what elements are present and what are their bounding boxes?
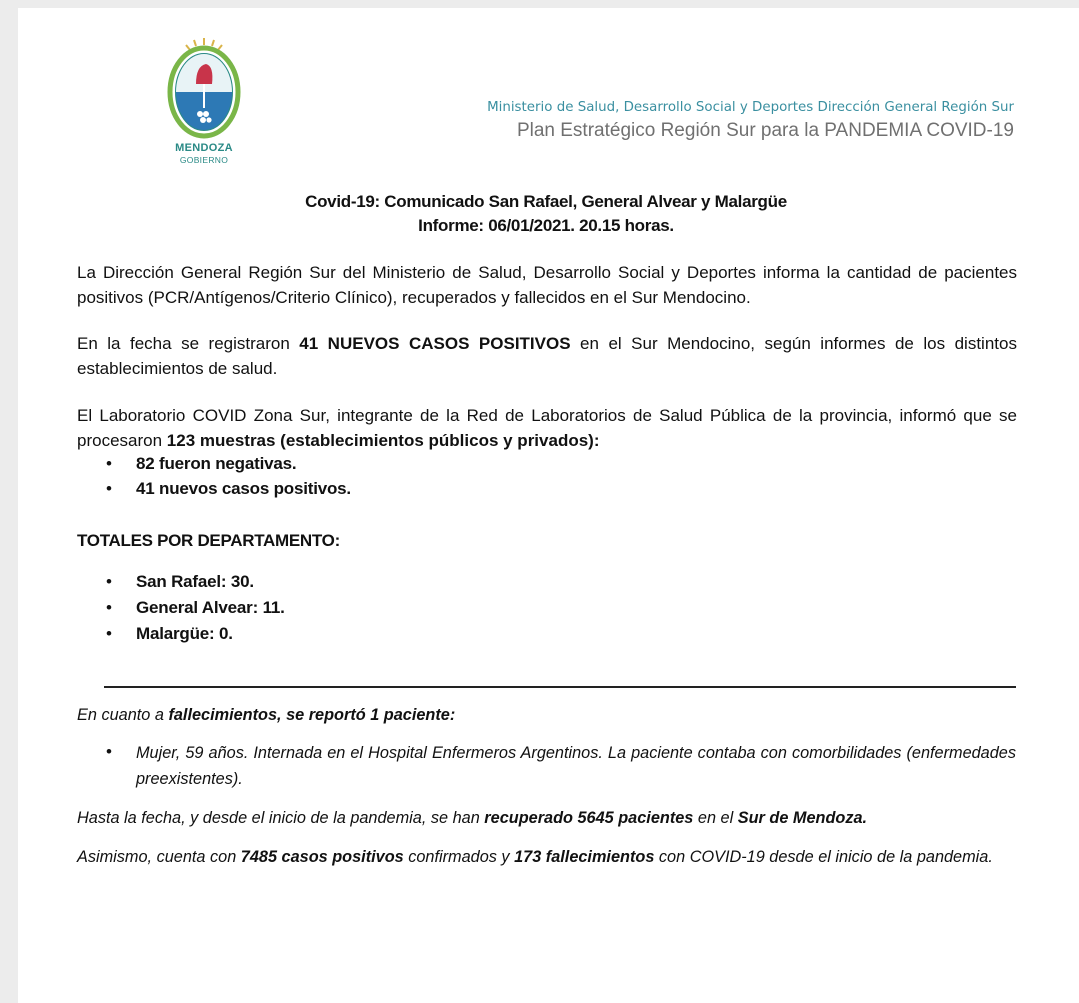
- intro-paragraph: La Dirección General Región Sur del Ministerio de Salud, Desarrollo Social y Deportes informa la cantidad de pacientes positivos (PCR/Antígenos/Criterio Clínico), recuperados y fallecidos en el Sur Mendocino.: [77, 263, 1017, 307]
- total-positive-count: 7485 casos positivos: [240, 848, 404, 866]
- death-detail: Mujer, 59 años. Internada en el Hospital Enfermeros Argentinos. La paciente contaba con comorbilidades (enfermedades preexistentes).: [136, 744, 1016, 788]
- bullet-icon: •: [106, 624, 112, 643]
- recovered-paragraph: Hasta la fecha, y desde el inicio de la pandemia, se han recuperado 5645 pacientes en el Sur de Mendoza.: [77, 809, 868, 827]
- department-item: Malargüe: 0.: [136, 624, 233, 643]
- mendoza-logo: [166, 36, 242, 174]
- deaths-count: fallecimientos, se reportó 1 paciente:: [168, 706, 456, 724]
- department-item: San Rafael: 30.: [136, 572, 254, 591]
- new-cases-paragraph: En la fecha se registraron 41 NUEVOS CASOS POSITIVOS en el Sur Mendocino, según informes de los distintos establecimientos de salud.: [77, 334, 1017, 378]
- report-date: Informe: 06/01/2021. 20.15 horas.: [418, 216, 674, 235]
- bullet-icon: •: [106, 598, 112, 617]
- recovered-count: recuperado 5645 pacientes: [484, 809, 694, 827]
- logo-text-gobierno: GOBIERNO: [179, 155, 229, 165]
- report-title: Covid-19: Comunicado San Rafael, General Alvear y Malargüe: [305, 192, 787, 211]
- divider: [104, 686, 1016, 688]
- bullet-icon: •: [106, 572, 112, 591]
- samples-count: 123 muestras (establecimientos públicos y privados):: [166, 431, 600, 450]
- deaths-paragraph: En cuanto a fallecimientos, se reportó 1 paciente:: [77, 706, 456, 724]
- mendoza-coat-of-arms-icon: [166, 36, 242, 140]
- lab-bullet-negative: 82 fueron negativas.: [136, 454, 297, 473]
- lab-paragraph: El Laboratorio COVID Zona Sur, integrante de la Red de Laboratorios de Salud Pública de la provincia, informó que se procesaron 123 muestras (establecimientos públicos y privados):: [77, 406, 1017, 450]
- departments-heading: TOTALES POR DEPARTAMENTO:: [77, 531, 340, 550]
- lab-bullet-positive: 41 nuevos casos positivos.: [136, 479, 351, 498]
- ministry-header: Ministerio de Salud, Desarrollo Social y Deportes Dirección General Región Sur: [487, 100, 1014, 115]
- document-page: [18, 8, 1079, 1003]
- region-name: Sur de Mendoza.: [737, 809, 868, 827]
- bullet-icon: •: [106, 742, 112, 761]
- department-item: General Alvear: 11.: [136, 598, 285, 617]
- total-deaths-count: 173 fallecimientos: [514, 848, 655, 866]
- bullet-icon: •: [106, 479, 112, 498]
- plan-header: Plan Estratégico Región Sur para la PANDEMIA COVID-19: [516, 120, 1014, 141]
- bullet-icon: •: [106, 454, 112, 473]
- logo-text-mendoza: MENDOZA: [175, 142, 233, 154]
- new-cases-count: 41 NUEVOS CASOS POSITIVOS: [299, 334, 571, 353]
- totals-paragraph: Asimismo, cuenta con 7485 casos positivos confirmados y 173 fallecimientos con COVID-19 desde el inicio de la pandemia.: [77, 848, 993, 866]
